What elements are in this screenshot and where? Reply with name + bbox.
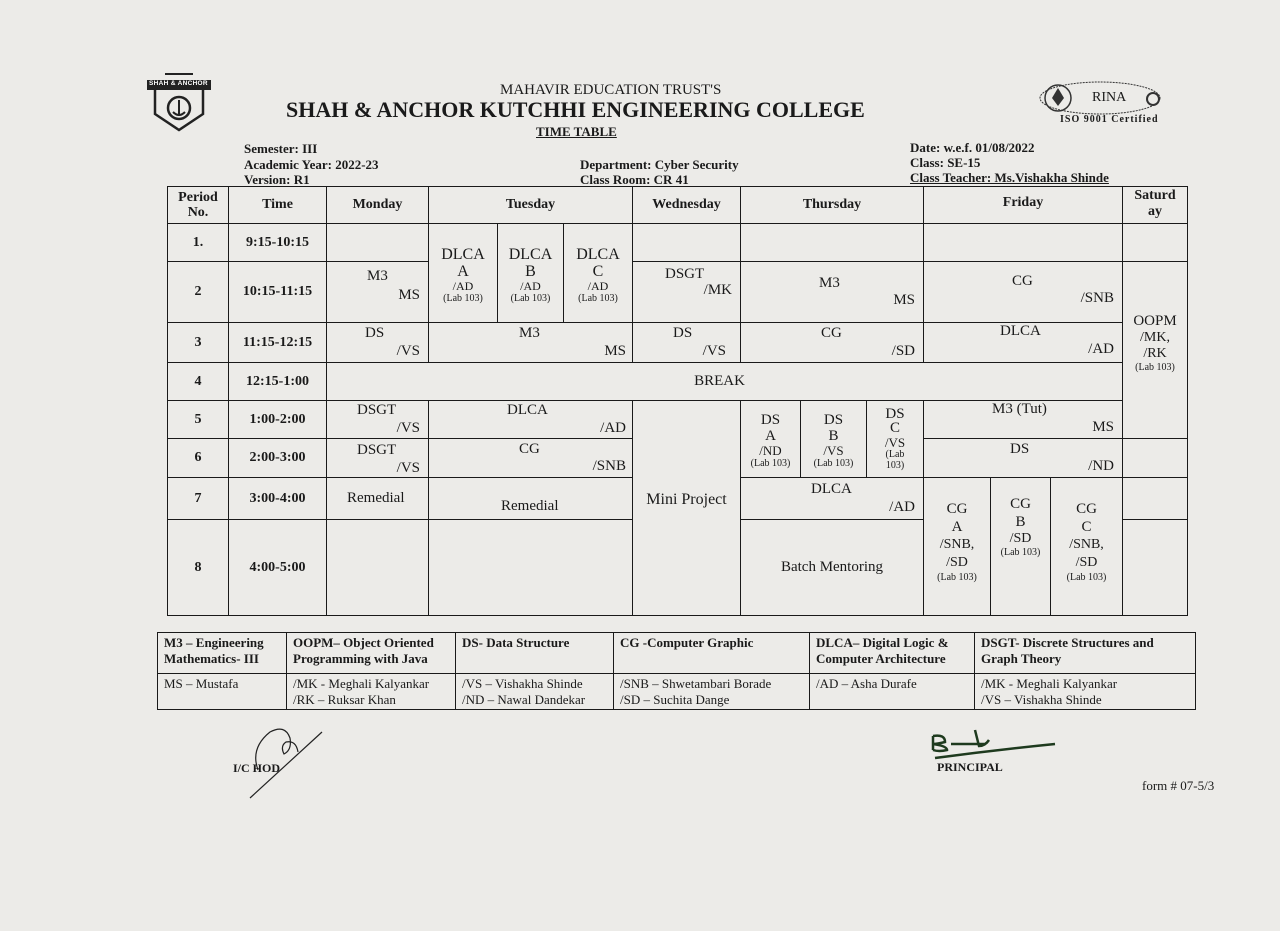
legend-subject-m3	[157, 632, 287, 674]
iso-cert-logo	[1038, 80, 1166, 126]
thu-lab-c-subject: DS	[885, 406, 905, 422]
mon-p5-teacher: /VS	[396, 420, 420, 436]
hod-label: I/C HOD	[233, 761, 281, 775]
header-thursday-label: Thursday	[802, 197, 862, 212]
time-1	[228, 223, 327, 262]
thu-lab-a-teacher: /ND	[759, 442, 782, 458]
time-4	[228, 362, 327, 401]
legend-faculty-dlca	[809, 673, 975, 710]
time-6	[228, 438, 327, 478]
version: Version: R1	[244, 172, 310, 187]
time-4-value: 12:15-1:00	[246, 373, 309, 389]
fri-p5-teacher: MS	[1092, 419, 1114, 435]
legend-faculty-oopm-line1: /MK - Meghali Kalyankar	[293, 676, 430, 691]
thu-p2-subject: M3	[819, 275, 840, 291]
thu-lab-c	[866, 400, 924, 478]
legend-subject-dlca-line1: DLCA– Digital Logic &	[816, 635, 949, 650]
thu-lab-c-teacher: /VS	[884, 435, 906, 450]
tue-lab-a	[428, 223, 498, 323]
legend-subject-m3-line1: M3 – Engineering	[164, 635, 264, 650]
fri-p6-teacher: /ND	[1088, 458, 1114, 474]
sat-oopm	[1122, 261, 1188, 439]
break-row	[326, 362, 1123, 401]
fri-lab-b-teacher: /SD	[1009, 531, 1032, 546]
thu-p3-subject: CG	[821, 325, 842, 341]
wed-p3	[632, 322, 741, 363]
mon-p8	[326, 519, 429, 616]
college-name: SHAH & ANCHOR KUTCHHI ENGINEERING COLLEGE	[286, 97, 865, 122]
period-6-no: 6	[194, 450, 202, 465]
fri-lab-c-room: (Lab 103)	[1066, 572, 1107, 583]
fri-p5	[923, 400, 1123, 439]
legend-faculty-m3-line1: MS – Mustafa	[164, 676, 239, 691]
legend-subject-oopm-line2: Programming with Java	[293, 651, 428, 666]
tue-lab-c-batch: C	[592, 263, 604, 280]
sat-oopm-teacher-2: /RK	[1143, 346, 1167, 361]
sat-p7	[1122, 477, 1188, 520]
legend-faculty-dlca-line1: /AD – Asha Durafe	[816, 676, 917, 691]
header-period	[167, 186, 229, 224]
thu-p7-teacher: /AD	[889, 499, 915, 515]
period-4	[167, 362, 229, 401]
time-3	[228, 322, 327, 363]
tue-lab-b-teacher: /AD	[520, 279, 541, 293]
legend-faculty-cg-line2: /SD – Suchita Dange	[620, 692, 730, 707]
form-number: form # 07-5/3	[1142, 778, 1215, 793]
time-7	[228, 477, 327, 520]
fri-p2	[923, 261, 1123, 323]
fri-lab-b-subject: CG	[1010, 496, 1031, 512]
legend-faculty-dsgt-line1: /MK - Meghali Kalyankar	[981, 676, 1118, 691]
legend-faculty-cg-line1: /SNB – Shwetambari Borade	[620, 676, 772, 691]
fri-lab-c-subject: CG	[1076, 501, 1097, 517]
tue-lab-c-subject: DLCA	[576, 246, 620, 263]
principal-signature	[925, 722, 1065, 762]
time-2-value: 10:15-11:15	[242, 284, 313, 299]
sat-oopm-subject: OOPM	[1133, 313, 1177, 329]
legend-subject-dsgt	[974, 632, 1196, 674]
fri-lab-b	[990, 477, 1051, 616]
time-5	[228, 400, 327, 439]
fri-lab-a-teacher-2: /SD	[946, 555, 968, 570]
legend-faculty-m3	[157, 673, 287, 710]
period-7	[167, 477, 229, 520]
break-label: BREAK	[694, 373, 745, 389]
header-tuesday-label: Tuesday	[505, 197, 556, 212]
logo-text: SHAH & ANCHOR	[149, 80, 208, 87]
time-1-value: 9:15-10:15	[246, 234, 309, 250]
wed-p2	[632, 261, 741, 323]
legend-subject-dsgt-line2: Graph Theory	[981, 651, 1062, 666]
thu-p8	[740, 519, 924, 616]
period-7-no: 7	[194, 490, 202, 506]
tue-lab-a-batch: A	[457, 263, 469, 280]
period-2	[167, 261, 229, 323]
thu-lab-a-batch: A	[765, 427, 776, 444]
mon-p7	[326, 477, 429, 520]
tue-p6-subject: CG	[519, 441, 540, 457]
tue-p5-teacher: /AD	[600, 420, 626, 436]
tue-lab-a-room: (Lab 103)	[443, 293, 483, 304]
mon-p3-teacher: /VS	[396, 343, 420, 359]
time-8	[228, 519, 327, 616]
fri-p2-teacher: /SNB	[1080, 290, 1114, 306]
thu-lab-a-room: (Lab 103)	[750, 457, 791, 469]
wed-p2-subject: DSGT	[665, 266, 705, 282]
doc-title: TIME TABLE	[536, 124, 617, 139]
class-name: Class: SE-15	[910, 155, 981, 170]
thu-p2-teacher: MS	[893, 292, 915, 308]
wed-p3-subject: DS	[673, 325, 693, 341]
legend-subject-cg	[613, 632, 810, 674]
legend-subject-ds-line1: DS- Data Structure	[462, 635, 570, 650]
period-1-no: 1.	[192, 234, 204, 250]
cert-subtitle: ISO 9001 Certified	[1060, 114, 1159, 125]
thu-lab-c-room-1: (Lab	[885, 449, 905, 460]
tue-p6-teacher: /SNB	[592, 458, 626, 474]
fri-lab-a-teacher-1: /SNB,	[939, 537, 975, 552]
legend-faculty-cg	[613, 673, 810, 710]
legend-faculty-oopm	[286, 673, 456, 710]
fri-p5-subject: M3 (Tut)	[992, 401, 1047, 417]
tue-lab-b-subject: DLCA	[508, 246, 553, 263]
period-8	[167, 519, 229, 616]
principal-label: PRINCIPAL	[937, 760, 1003, 774]
department: Department: Cyber Security	[580, 157, 739, 172]
tue-lab-a-teacher: /AD	[452, 279, 474, 293]
semester: Semester: III	[244, 141, 318, 156]
legend-faculty-oopm-line2: /RK – Ruksar Khan	[293, 692, 396, 707]
mon-p2	[326, 261, 429, 323]
thu-lab-b-room: (Lab 103)	[813, 457, 854, 469]
class-teacher: Class Teacher: Ms.Vishakha Shinde	[910, 170, 1109, 185]
fri-lab-a	[923, 477, 991, 616]
time-6-value: 2:00-3:00	[249, 450, 306, 465]
tue-lab-b	[497, 223, 564, 323]
time-5-value: 1:00-2:00	[249, 411, 306, 427]
legend-subject-dlca-line2: Computer Architecture	[816, 651, 946, 666]
thu-p7	[740, 477, 924, 520]
legend-subject-dlca	[809, 632, 975, 674]
header-wednesday	[632, 186, 741, 224]
legend-subject-oopm	[286, 632, 456, 674]
academic-year: Academic Year: 2022-23	[244, 157, 379, 172]
fri-lab-c-teacher-2: /SD	[1075, 555, 1098, 570]
wed-mini-project	[632, 400, 741, 616]
thu-lab-a-subject: DS	[760, 411, 781, 428]
thu-lab-b-subject: DS	[823, 411, 844, 428]
fri-lab-b-batch: B	[1015, 514, 1026, 530]
mon-p2-teacher: MS	[398, 287, 420, 303]
sat-p1	[1122, 223, 1188, 262]
tue-p5	[428, 400, 633, 439]
tue-p3-subject: M3	[519, 325, 540, 341]
tue-p5-subject: DLCA	[507, 402, 548, 418]
tue-p7-subject: Remedial	[501, 498, 559, 514]
thu-p2	[740, 261, 924, 323]
fri-lab-a-batch: A	[951, 519, 963, 535]
fri-p3-teacher: /AD	[1088, 341, 1114, 357]
thu-p3	[740, 322, 924, 363]
thu-p7-subject: DLCA	[811, 481, 852, 497]
tue-lab-c-teacher: /AD	[587, 279, 609, 293]
legend-faculty-dsgt	[974, 673, 1196, 710]
legend-subject-ds	[455, 632, 614, 674]
mon-p5-subject: DSGT	[357, 402, 397, 418]
fri-lab-b-room: (Lab 103)	[1000, 547, 1041, 558]
thu-p1	[740, 223, 924, 262]
header-period-label: Period No.	[178, 190, 218, 220]
fri-p2-subject: CG	[1012, 273, 1033, 289]
legend-faculty-ds-line2: /ND – Nawal Dandekar	[462, 692, 586, 707]
sat-p6	[1122, 438, 1188, 478]
header-friday	[923, 186, 1123, 224]
header-saturday-line1: Saturd	[1134, 188, 1176, 203]
header-monday-label: Monday	[352, 197, 403, 212]
effective-date: Date: w.e.f. 01/08/2022	[910, 140, 1035, 155]
header-saturday	[1122, 186, 1188, 224]
tue-p6	[428, 438, 633, 478]
tue-lab-c-room: (Lab 103)	[578, 293, 618, 304]
fri-lab-a-subject: CG	[946, 501, 968, 517]
tue-lab-b-batch: B	[525, 263, 536, 280]
thu-lab-b-teacher: /VS	[823, 442, 844, 458]
mon-p7-subject: Remedial	[347, 490, 405, 506]
tue-p3	[428, 322, 633, 363]
thu-lab-c-batch: C	[889, 420, 900, 436]
trust-name: MAHAVIR EDUCATION TRUST'S	[500, 82, 722, 98]
fri-p3-subject: DLCA	[1000, 323, 1041, 339]
mon-p6-subject: DSGT	[357, 442, 397, 458]
fri-lab-a-room: (Lab 103)	[937, 572, 977, 583]
sat-oopm-teacher-1: /MK,	[1140, 330, 1170, 345]
mon-p1	[326, 223, 429, 262]
period-6	[167, 438, 229, 478]
thu-lab-c-room-2: 103)	[885, 460, 905, 471]
tue-lab-b-room: (Lab 103)	[510, 293, 551, 304]
mon-p3	[326, 322, 429, 363]
thu-p3-teacher: /SD	[891, 343, 915, 359]
legend-subject-dsgt-line1: DSGT- Discrete Structures and	[981, 635, 1154, 650]
wed-p1	[632, 223, 741, 262]
period-5-no: 5	[194, 411, 202, 427]
legend-faculty-dsgt-line2: /VS – Vishakha Shinde	[981, 692, 1102, 707]
cert-name: RINA	[1092, 90, 1127, 105]
header-friday-label: Friday	[1002, 195, 1044, 210]
mon-p6	[326, 438, 429, 478]
header-time	[228, 186, 327, 224]
mon-p5	[326, 400, 429, 439]
sat-oopm-room: (Lab 103)	[1135, 362, 1175, 373]
wed-p3-teacher: /VS	[702, 343, 726, 359]
time-2	[228, 261, 327, 323]
fri-p3	[923, 322, 1123, 363]
tue-lab-c	[563, 223, 633, 323]
period-4-no: 4	[194, 373, 202, 389]
fri-lab-c-teacher-1: /SNB,	[1069, 537, 1104, 552]
mon-p6-teacher: /VS	[396, 460, 420, 476]
header-thursday	[740, 186, 924, 224]
fri-lab-c-batch: C	[1081, 519, 1092, 535]
class-room: Class Room: CR 41	[580, 172, 689, 187]
tue-p3-teacher: MS	[604, 343, 626, 359]
legend-faculty-ds	[455, 673, 614, 710]
sat-p8	[1122, 519, 1188, 616]
time-3-value: 11:15-12:15	[242, 334, 313, 350]
period-3-no: 3	[194, 334, 202, 350]
legend-faculty-ds-line1: /VS – Vishakha Shinde	[462, 676, 583, 691]
thu-lab-b	[800, 400, 867, 478]
college-logo	[143, 70, 215, 134]
period-2-no: 2	[194, 284, 202, 299]
period-1	[167, 223, 229, 262]
header-saturday-line2: ay	[1148, 204, 1162, 219]
header-wednesday-label: Wednesday	[652, 197, 721, 212]
thu-lab-b-batch: B	[828, 427, 839, 444]
header-time-label: Time	[262, 197, 293, 212]
mon-p3-subject: DS	[365, 325, 385, 341]
fri-lab-c	[1050, 477, 1123, 616]
tue-p8	[428, 519, 633, 616]
thu-lab-a	[740, 400, 801, 478]
wed-mini-project-label: Mini Project	[646, 491, 727, 508]
time-8-value: 4:00-5:00	[249, 559, 306, 575]
thu-batch-mentoring: Batch Mentoring	[780, 559, 884, 575]
tue-p7	[428, 477, 633, 520]
fri-p6-subject: DS	[1010, 441, 1030, 457]
time-7-value: 3:00-4:00	[249, 490, 306, 506]
header-monday	[326, 186, 429, 224]
legend-subject-cg-line1: CG -Computer Graphic	[620, 635, 754, 650]
period-5	[167, 400, 229, 439]
legend-subject-oopm-line1: OOPM– Object Oriented	[293, 635, 434, 650]
period-3	[167, 322, 229, 363]
legend-subject-m3-line2: Mathematics- III	[164, 651, 259, 666]
fri-p1	[923, 223, 1123, 262]
fri-p6	[923, 438, 1123, 478]
period-8-no: 8	[194, 559, 202, 575]
tue-lab-a-subject: DLCA	[441, 246, 485, 263]
header-tuesday	[428, 186, 633, 224]
mon-p2-subject: M3	[367, 268, 388, 284]
wed-p2-teacher: /MK	[703, 282, 732, 298]
